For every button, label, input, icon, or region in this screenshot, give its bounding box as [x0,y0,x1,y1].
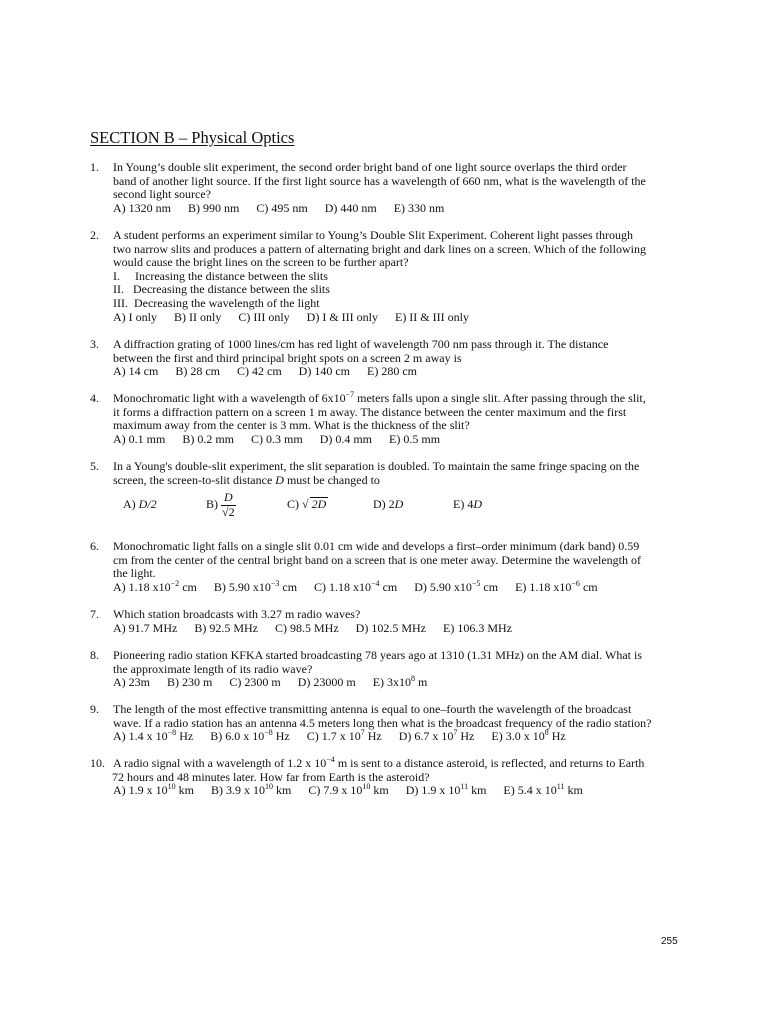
exponent: −8 [167,728,177,738]
option-text: E) 3x10 [372,675,412,690]
exponent: 8 [411,674,416,684]
option-a[interactable]: A) 1320 nm [113,200,171,215]
text-segment: meters falls upon a single slit. After passing through the slit, [354,391,646,405]
option-text: B) 5.90 x10 [213,579,271,594]
question-number: 4. [90,391,99,405]
exponent: −2 [170,578,180,588]
exponent: −8 [264,728,273,738]
option-text: B) 230 m [167,675,213,690]
numerator: D [221,491,236,506]
answer-options [113,365,690,379]
option-b[interactable] [211,783,291,797]
option-e[interactable] [515,580,598,594]
option-a[interactable] [123,498,206,512]
option-c[interactable]: C) 42 cm [237,364,282,379]
text-segment: screen, the screen-to-slit distance [113,472,276,487]
exponent: 10 [167,782,176,792]
option-text: E) 3.0 x 10 [491,729,545,744]
question-text-line: Which station broadcasts with 3.27 m radio waves? [113,607,361,621]
question-text-line: Pioneering radio station KFKA started broadcasting 78 years ago at 1310 (1.31 MHz) on the AM dial. What is [113,648,643,662]
option-a[interactable]: A) 91.7 MHz [113,620,178,635]
page-number: 255 [661,936,678,947]
answer-options [113,202,690,216]
option-unit: km [175,783,195,798]
option-e[interactable] [503,783,582,797]
question-text-line: In Young’s double slit experiment, the second order bright band of one light source overlaps the third order [113,160,627,174]
exponent: −7 [345,390,355,399]
option-unit: cm [579,579,598,594]
question-8 [90,649,690,690]
question-9 [90,703,690,744]
option-b[interactable] [206,491,287,519]
option-a[interactable] [113,783,194,797]
exponent: 10 [265,782,274,792]
option-text: A) 1.9 x 10 [113,783,168,798]
answer-options [113,433,690,447]
radical-sign: √ [302,497,309,512]
text-segment: m is sent to a distance asteroid, is reflected, and returns to Earth [334,756,645,770]
option-b[interactable] [210,729,290,743]
option-c[interactable] [314,580,397,594]
option-c[interactable]: C) 98.5 MHz [275,620,339,635]
question-text-line: Monochromatic light falls on a single slit 0.01 cm wide and develops a first–order minimum (dark band) 0.59 [113,539,640,553]
option-b[interactable]: B) II only [174,309,222,324]
option-d[interactable] [373,498,453,512]
option-text: C) 2300 m [229,675,281,690]
radicand: 2D [311,497,327,512]
question-text-line: two narrow slits and produces a pattern of alternating bright and dark lines on a screen. Which of the following [113,241,646,256]
exponent: −6 [571,578,580,588]
option-label: B) [206,497,218,512]
option-text: E) 5.4 x 10 [503,783,557,798]
option-d[interactable]: D) 140 cm [298,364,350,379]
option-b[interactable]: B) 92.5 MHz [194,620,258,635]
option-e[interactable] [453,498,482,512]
option-e[interactable]: E) 0.5 mm [389,431,441,446]
option-text: A) 1.4 x 10 [113,729,168,744]
option-a[interactable]: A) 0.1 mm [113,431,166,446]
question-text-line: In a Young's double-slit experiment, the slit separation is doubled. To maintain the same fringe spacing on the [113,459,640,473]
question-number: 9. [90,702,99,716]
answer-options [113,730,690,744]
text-segment: must be changed to [283,472,380,487]
option-e[interactable]: E) II & III only [394,309,469,324]
question-number: 5. [90,459,99,473]
exponent: −4 [326,755,335,764]
option-unit: cm [480,579,499,594]
text-segment: A radio signal with a wavelength of 1.2 x 10 [113,756,327,770]
option-d[interactable]: D) 440 nm [324,200,377,215]
option-a[interactable] [113,729,193,743]
option-text: A) 23m [113,675,150,690]
exponent: −5 [471,578,481,588]
option-e[interactable] [373,675,428,689]
question-5 [90,460,690,519]
question-text-line: it forms a diffraction pattern on a screen 1 m away. The distance between the center maximum and the first [113,404,627,419]
question-text-line: The length of the most effective transmitting antenna is equal to one–fourth the wavelength of the broadcast [113,702,632,716]
option-c[interactable] [308,783,388,797]
option-text: C) 7.9 x 10 [308,783,363,798]
option-e[interactable]: E) 106.3 MHz [443,620,512,635]
option-unit: Hz [272,729,290,744]
question-text-line [113,392,690,406]
option-text: D) 23000 m [297,675,356,690]
question-4 [90,392,690,446]
exponent: 7 [360,728,365,738]
option-unit: Hz [364,729,382,744]
question-text-line: second light source? [113,187,211,202]
option-b[interactable] [167,675,212,689]
denominator: √2 [222,504,235,519]
question-10 [90,757,690,798]
question-text-line: wave. If a radio station has an antenna 4.5 meters long then what is the broadcast frequency of the radio station? [113,715,652,730]
question-2 [90,229,690,324]
variable-d: D [394,497,404,512]
option-unit: cm [279,579,298,594]
option-e[interactable]: E) 280 cm [367,364,417,379]
question-number: 2. [90,228,99,242]
question-text-line: maximum away from the center is 3 mm. What is the thickness of the slit? [113,418,470,433]
answer-options [123,491,690,519]
option-d[interactable] [406,783,487,797]
question-text-line: the light. [113,566,156,581]
question-text-line [113,757,690,771]
option-label: A) [123,497,139,512]
option-c[interactable] [287,497,373,512]
exponent: 11 [460,782,469,792]
option-unit: km [564,783,583,798]
option-text: B) 6.0 x 10 [210,729,265,744]
statement-ii: II. Decreasing the distance between the slits [113,282,330,297]
question-number: 3. [90,337,99,351]
option-unit: km [468,783,487,798]
option-text: A) 1.18 x10 [113,579,171,594]
option-e[interactable] [491,729,565,743]
question-text-line: A student performs an experiment similar to Young’s Double Slit Experiment. Coherent light passes through [113,228,633,242]
option-text: C) 1.18 x10 [314,579,372,594]
question-text-line: cm from the center of the central bright band on a screen that is one meter away. Determine the wavelength of [113,552,642,567]
answer-options [113,676,690,690]
question-text-line: 72 hours and 48 minutes later. How far from Earth is the asteroid? [112,769,430,784]
option-unit: cm [179,579,197,594]
fraction [221,491,236,519]
question-number: 1. [90,160,99,174]
exponent: −4 [371,578,380,588]
option-unit: m [415,675,428,690]
option-b[interactable]: B) 990 nm [188,200,240,215]
variable-d: D [275,472,284,487]
option-c[interactable]: C) 0.3 mm [251,431,303,446]
exponent: 8 [544,728,549,738]
option-b[interactable]: B) 0.2 mm [182,431,235,446]
question-number: 7. [90,607,99,621]
option-label: D) 2 [373,497,395,512]
statement-i: I. Increasing the distance between the slits [113,268,328,283]
option-text: D) 6.7 x 10 [398,729,454,744]
option-text: D) 1.9 x 10 [405,783,461,798]
exponent: 11 [556,782,565,792]
question-7 [90,608,690,635]
answer-options [113,311,690,325]
option-b[interactable]: B) 28 cm [175,364,220,379]
option-b[interactable] [214,580,297,594]
exponent: 10 [362,782,371,792]
option-c[interactable]: C) 495 nm [256,200,308,215]
section-title: SECTION B – Physical Optics [90,128,295,147]
option-d[interactable]: D) 0.4 mm [319,431,373,446]
option-text: E) 1.18 x10 [515,579,572,594]
option-text: D) 5.90 x10 [414,579,472,594]
question-number: 6. [90,539,99,553]
question-number: 10. [90,756,105,770]
question-text-line: band of another light source. If the first light source has a wavelength of 660 nm, what is the wavelength of the [113,173,646,188]
option-unit: Hz [176,729,194,744]
option-value: D/2 [138,497,157,512]
exponent: 7 [453,728,458,738]
option-text: B) 3.9 x 10 [211,783,266,798]
option-a[interactable]: A) 14 cm [113,364,159,379]
question-3 [90,338,690,379]
statement-iii: III. Decreasing the wavelength of the light [113,295,320,310]
option-d[interactable]: D) 102.5 MHz [355,620,426,635]
answer-options [113,578,690,595]
question-6 [90,540,690,594]
option-unit: cm [379,579,398,594]
option-a[interactable]: A) I only [113,309,157,324]
option-c[interactable] [229,675,280,689]
question-text-line: would cause the bright lines on the screen to be further apart? [113,255,409,270]
variable-d: D [473,497,482,512]
option-text: C) 1.7 x 10 [306,729,361,744]
exponent: −3 [270,578,280,588]
option-unit: Hz [548,729,566,744]
question-text-line: between the first and third principal bright spots on a screen 2 m away is [113,350,462,365]
question-text-line: A diffraction grating of 1000 lines/cm has red light of wavelength 700 nm pass through it. The distance [113,337,609,351]
answer-options [113,784,690,798]
question-number: 8. [90,648,99,662]
option-d[interactable] [298,675,356,689]
option-e[interactable]: E) 330 nm [393,200,445,215]
option-unit: Hz [457,729,475,744]
answer-options [113,622,690,636]
option-a[interactable] [113,675,150,689]
option-label: E) 4 [453,497,474,512]
question-1 [90,161,690,215]
option-a[interactable] [113,580,197,594]
option-c[interactable]: C) III only [238,309,290,324]
text-segment: Monochromatic light with a wavelength of 6x10 [113,391,346,405]
option-unit: km [273,783,292,798]
option-d[interactable] [414,580,498,594]
option-c[interactable] [307,729,382,743]
option-d[interactable] [399,729,475,743]
option-unit: km [370,783,389,798]
question-text-line: the approximate length of its radio wave? [113,661,313,676]
option-d[interactable]: D) I & III only [306,309,378,324]
question-text-line [113,474,690,488]
option-label: C) [287,497,302,512]
